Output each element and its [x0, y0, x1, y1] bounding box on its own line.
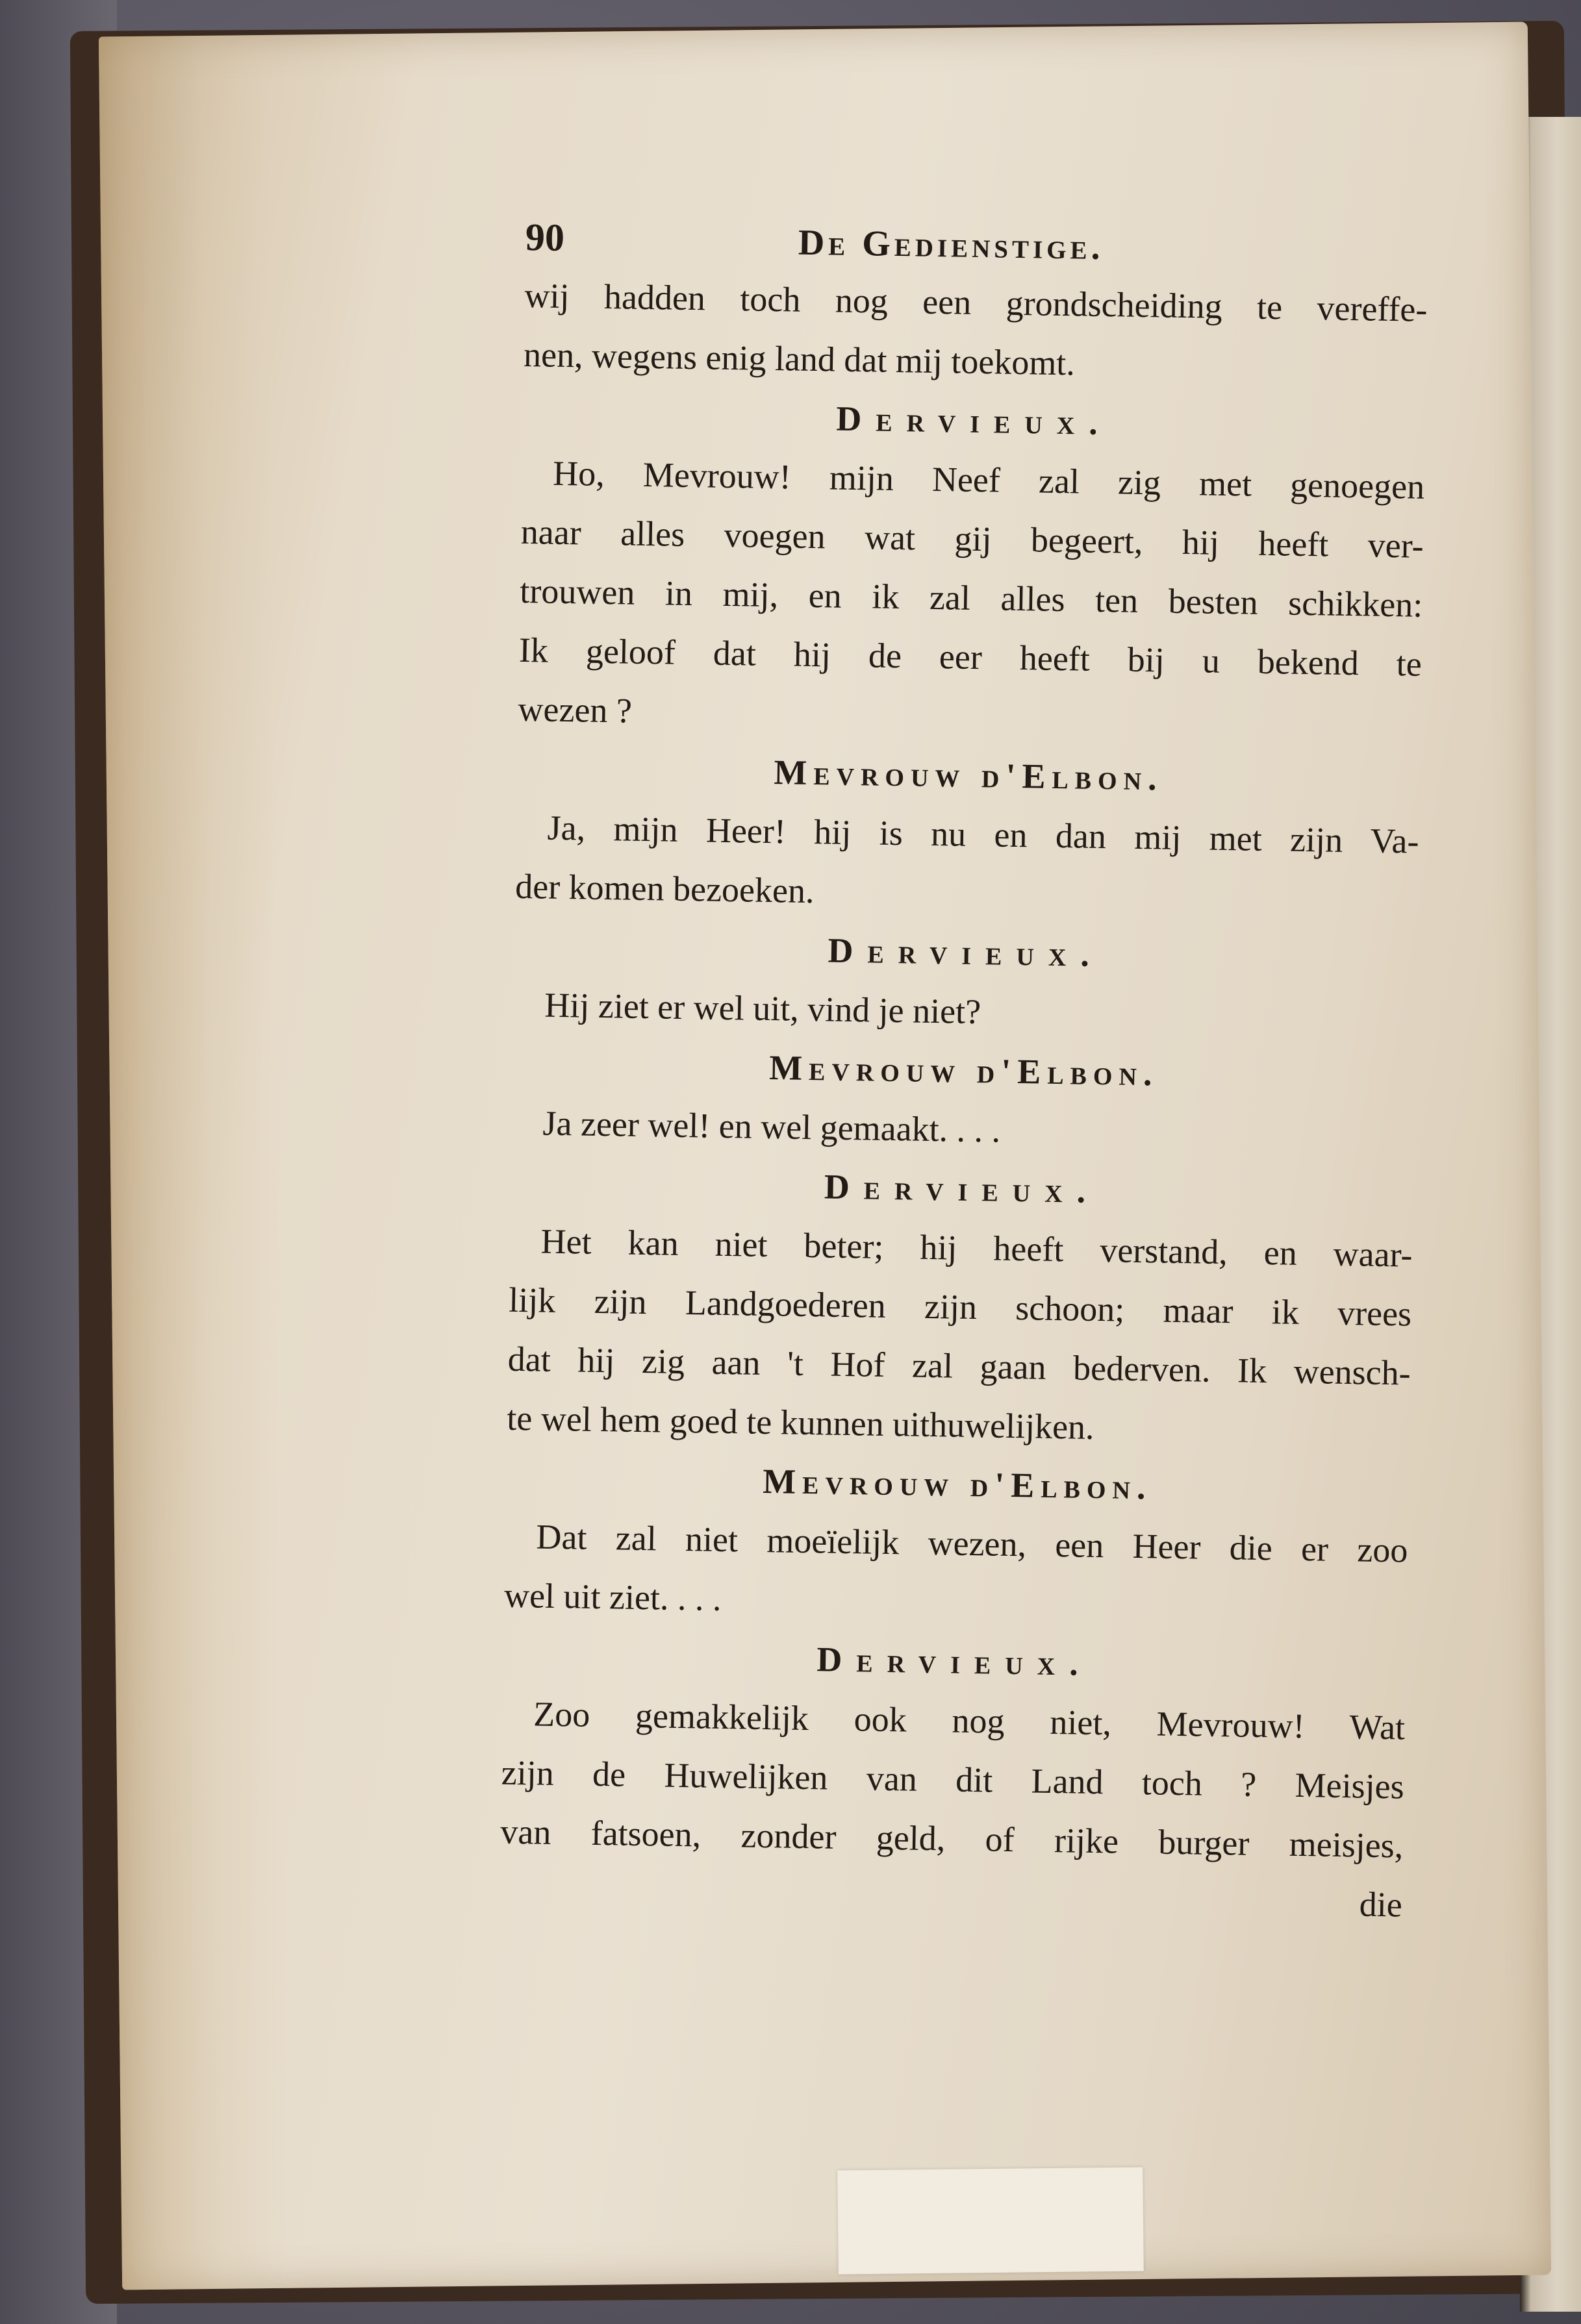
text-line: lijk zijn Landgoederen zijn schoon; maar ik vrees [508, 1280, 1412, 1334]
text-line: nen, wegens enig land dat mij toekomt. [523, 334, 1076, 383]
page-number: 90 [525, 215, 565, 259]
text-line: van fatsoen, zonder geld, of rijke burger meisjes, [500, 1812, 1404, 1866]
page-worn-edge [99, 35, 291, 2290]
text-line: Dat zal niet moeïelijk wezen, een Heer die er zoo [536, 1517, 1408, 1570]
text-line: wezen ? [518, 689, 633, 731]
speaker-name: Mevrouw d'Elbon. [762, 1461, 1152, 1507]
speaker-name: Dervieux. [824, 1167, 1100, 1211]
running-head: De Gedienstige. [798, 222, 1105, 268]
text-line: Ja, mijn Heer! hij is nu en dan mij met zijn Va- [547, 808, 1420, 861]
page-text-block [499, 195, 1429, 1935]
text-line: der komen bezoeken. [514, 866, 815, 911]
speaker-name: Dervieux. [835, 399, 1113, 443]
speaker-name: Mevrouw d'Elbon. [773, 753, 1164, 798]
text-line: wij hadden toch nog een grondscheiding te vereffe- [524, 275, 1428, 329]
text-line: te wel hem goed te kunnen uithuwelijken. [506, 1398, 1095, 1447]
text-line: Zoo gemakkelijk ook nog niet, Mevrouw! Wat [533, 1694, 1406, 1747]
speaker-name: Mevrouw d'Elbon. [768, 1048, 1159, 1093]
text-line: trouwen in mij, en ik zal alles ten besten schikken: [519, 571, 1423, 625]
text-line: dat hij zig aan 't Hof zal gaan bederven. Ik wensch- [507, 1339, 1411, 1393]
page-header [525, 195, 1429, 281]
speaker-name: Dervieux. [828, 931, 1104, 975]
text-line: Ho, Mevrouw! mijn Neef zal zig met genoegen [552, 453, 1425, 506]
paper-bookmark-slip [837, 2168, 1144, 2275]
catchword: die [1359, 1884, 1403, 1925]
text-line: Hij ziet er wel uit, vind je niet? [544, 985, 981, 1032]
text-line: Ik geloof dat hij de eer heeft bij u bekend te [518, 630, 1423, 684]
text-line: naar alles voegen wat gij begeert, hij heeft ver- [520, 512, 1424, 566]
text-line: Ja zeer wel! en wel gemaakt. . . . [542, 1103, 1001, 1150]
text-line: zijn de Huwelijken van dit Land toch ? Meisjes [501, 1753, 1405, 1806]
text-line: wel uit ziet. . . . [503, 1575, 722, 1618]
speaker-name: Dervieux. [816, 1640, 1093, 1683]
text-line: Het kan niet beter; hij heeft verstand, en waar- [540, 1221, 1413, 1275]
